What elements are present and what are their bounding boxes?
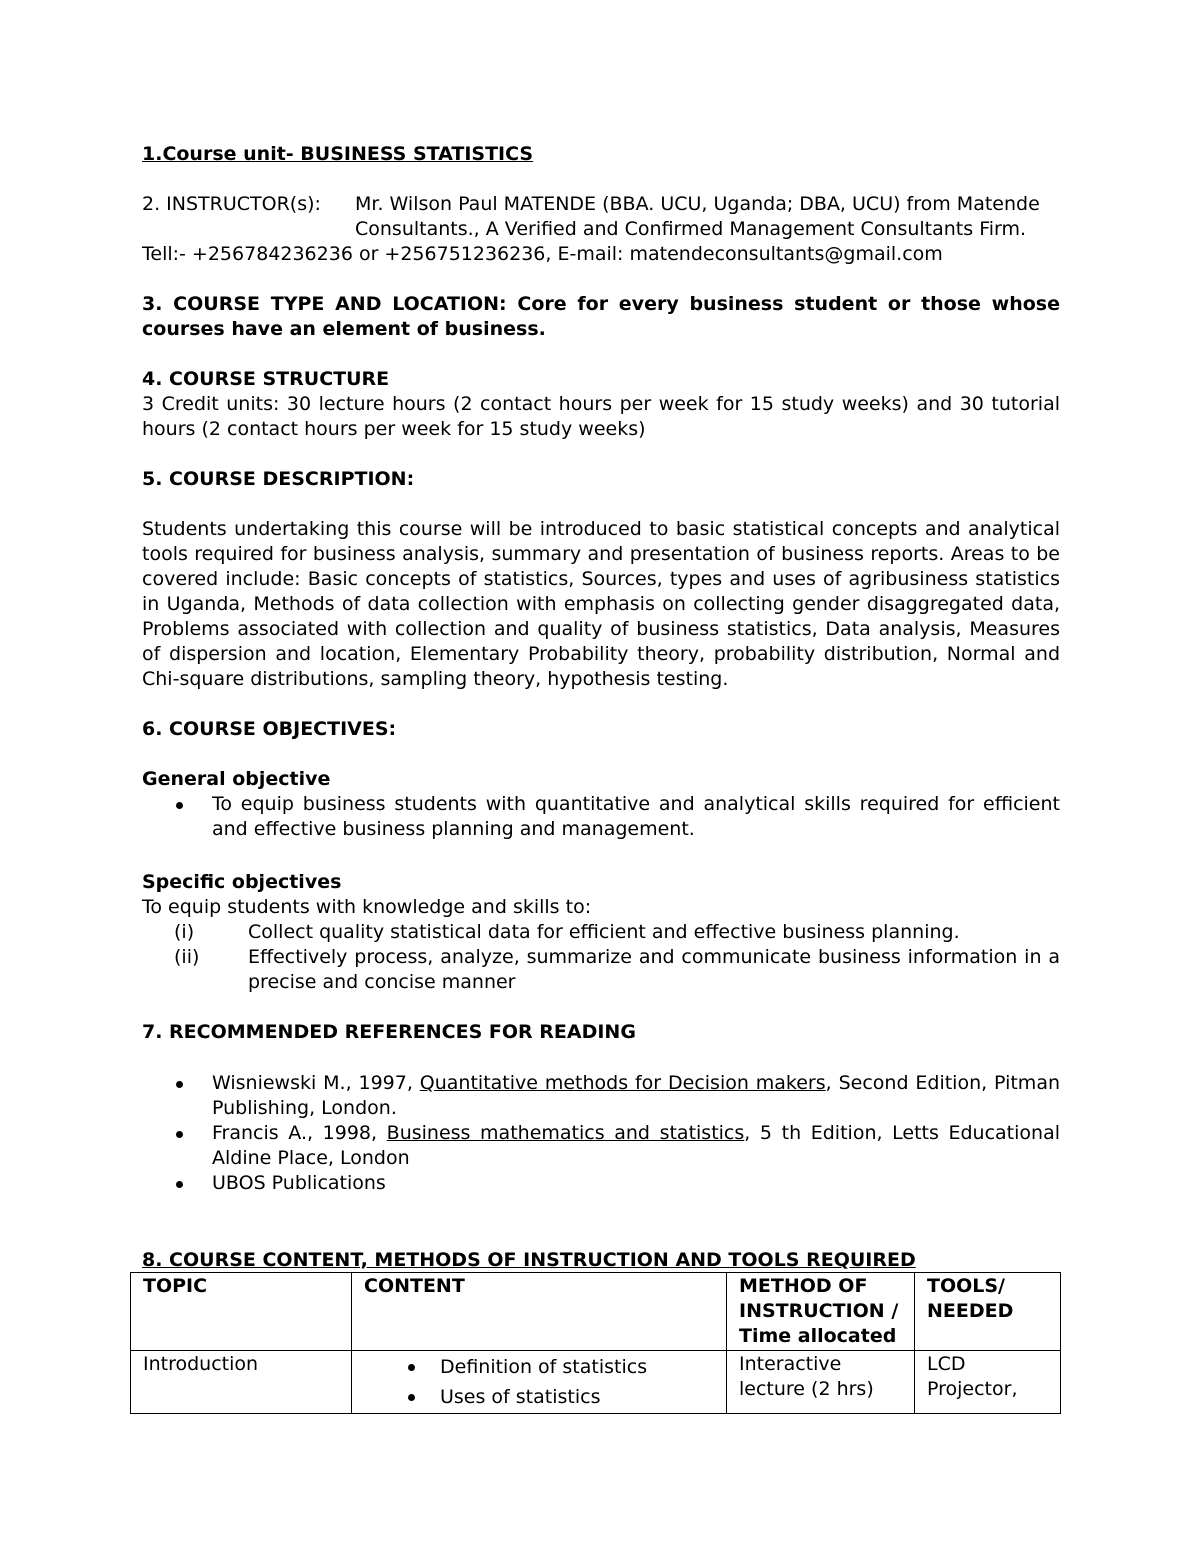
course-type-section — [142, 292, 1060, 342]
general-objective-section — [142, 767, 1060, 842]
reference-item: Francis A., 1998, Business mathematics and statistics, 5 th Edition, Letts Educational Aldine Place, London — [142, 1121, 1060, 1171]
table-header-content: CONTENT — [352, 1273, 727, 1351]
table-header-tools: TOOLS/ NEEDED — [915, 1273, 1061, 1351]
list-item: Uses of statistics — [364, 1382, 714, 1412]
reference-item: UBOS Publications — [142, 1171, 1060, 1196]
course-structure-section — [142, 367, 1060, 442]
course-description-text: Students undertaking this course will be introduced to basic statistical concepts and analytical tools required for business analysis, summary and presentation of business reports. Areas to be covered include: Basic concepts of statistics, Sources, types and uses of agribusiness statistics in Uganda, Methods of data collection with emphasis on collecting gender disaggregated data, Problems associated with collection and quality of business statistics, Data analysis, Measures of dispersion and location, Elementary Probability theory, probability distribution, Normal and Chi-square distributions, sampling theory, hypothesis testing. — [142, 518, 1060, 690]
instructor-label: 2. INSTRUCTOR(s): — [142, 193, 321, 215]
references-heading: 7. RECOMMENDED REFERENCES FOR READING — [142, 1021, 636, 1043]
instructor-line1: Mr. Wilson Paul MATENDE (BBA. UCU, Uganda; DBA, UCU) from Matende — [355, 193, 1040, 215]
list-item: Definition of statistics — [364, 1352, 714, 1382]
table-header-method: METHOD OF INSTRUCTION / Time allocated — [727, 1273, 915, 1351]
course-objectives-heading: 6. COURSE OBJECTIVES: — [142, 718, 397, 740]
specific-objectives-intro: To equip students with knowledge and skills to: — [142, 896, 592, 918]
references-list — [142, 1071, 1060, 1196]
course-unit-heading: 1.Course unit- BUSINESS STATISTICS — [142, 143, 534, 165]
table-header-row — [131, 1273, 1061, 1351]
reference-title: Quantitative methods for Decision makers — [419, 1072, 826, 1094]
table-cell-topic: Introduction — [131, 1351, 352, 1414]
table-cell-tools: LCD Projector, — [915, 1351, 1061, 1414]
course-description-heading: 5. COURSE DESCRIPTION: — [142, 468, 415, 490]
course-structure-heading: 4. COURSE STRUCTURE — [142, 368, 390, 390]
specific-objective-item: (ii) Effectively process, analyze, summarize and communicate business information in a precise and concise manner — [174, 946, 1060, 993]
reference-title: Business mathematics and statistics — [386, 1122, 745, 1144]
document-page — [142, 0, 1061, 1408]
course-type-text: : Core for every business student or those whose courses have an element of business. — [142, 293, 1060, 340]
specific-objectives-heading: Specific objectives — [142, 871, 342, 893]
bullet-icon — [408, 1394, 415, 1401]
course-type-heading: 3. COURSE TYPE AND LOCATION — [142, 293, 500, 315]
table-header-topic: TOPIC — [131, 1273, 352, 1351]
specific-objective-item: (i) Collect quality statistical data for efficient and effective business planning. — [174, 921, 960, 943]
instructor-section — [142, 192, 1060, 267]
course-structure-text: 3 Credit units: 30 lecture hours (2 contact hours per week for 15 study weeks) and 30 tutorial hours (2 contact hours per week for 15 study weeks) — [142, 393, 1060, 440]
course-content-table — [130, 1272, 1061, 1414]
instructor-line2: Consultants., A Verified and Confirmed Management Consultants Firm. — [355, 218, 1027, 240]
bullet-icon — [176, 1081, 183, 1088]
table-cell-content — [352, 1351, 727, 1414]
course-content-heading: 8. COURSE CONTENT, METHODS OF INSTRUCTION AND TOOLS REQUIRED — [142, 1249, 916, 1271]
bullet-icon — [176, 1131, 183, 1138]
bullet-icon — [176, 1181, 183, 1188]
general-objective-heading: General objective — [142, 768, 331, 790]
table-row — [131, 1351, 1061, 1414]
bullet-icon — [176, 802, 183, 809]
instructor-contact: Tell:- +256784236236 or +256751236236, E-mail: matendeconsultants@gmail.com — [142, 243, 943, 265]
reference-item: Wisniewski M., 1997, Quantitative methods for Decision makers, Second Edition, Pitman Publishing, London. — [142, 1071, 1060, 1121]
general-objective-item: To equip business students with quantitative and analytical skills required for efficient and effective business planning and management. — [142, 792, 1060, 842]
table-cell-method: Interactive lecture (2 hrs) — [727, 1351, 915, 1414]
specific-objectives-section — [142, 870, 1060, 995]
bullet-icon — [408, 1364, 415, 1371]
